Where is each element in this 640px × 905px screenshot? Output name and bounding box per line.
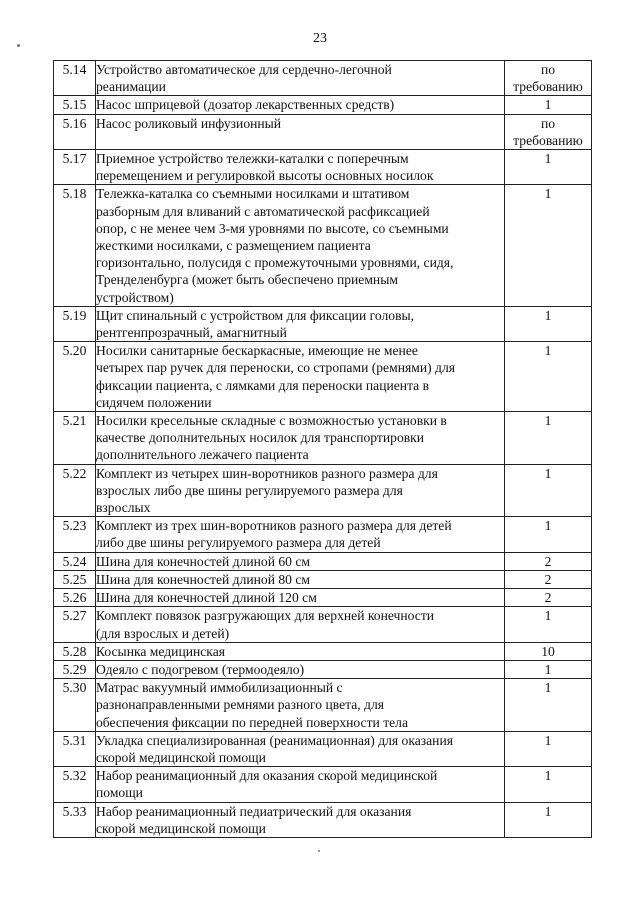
item-quantity — [505, 679, 592, 732]
item-quantity — [505, 306, 592, 341]
quantity-line: 1 — [544, 661, 552, 677]
item-description — [96, 412, 505, 465]
description-line: разнонаправленными ремнями разного цвета, для — [96, 697, 384, 713]
description-line: взрослых либо две шины регулируемого размера для — [96, 482, 403, 498]
description-line: Тренделенбурга (может быть обеспечено приемным — [96, 272, 398, 288]
item-description — [96, 517, 505, 552]
equipment-table-body — [54, 61, 592, 838]
quantity-line: требованию — [513, 132, 583, 148]
description-line: обеспечения фиксации по передней поверхности тела — [96, 714, 408, 730]
description-line: взрослых — [96, 500, 151, 516]
item-quantity — [505, 570, 592, 588]
table-row — [54, 150, 592, 185]
description-line: Шина для конечностей длиной 60 см — [96, 553, 311, 569]
item-description — [96, 589, 505, 607]
quantity-line: 1 — [544, 413, 552, 429]
description-line: Устройство автоматическое для сердечно-легочной — [96, 62, 392, 77]
description-line: Шина для конечностей длиной 80 см — [96, 571, 311, 587]
description-line: Набор реанимационный для оказания скорой медицинской — [96, 768, 438, 784]
item-quantity — [505, 412, 592, 465]
item-number: 5.29 — [54, 660, 96, 678]
description-line: жесткими носилками, с размещением пациента — [96, 238, 371, 254]
item-description — [96, 61, 505, 96]
item-description — [96, 607, 505, 642]
description-line: скорой медицинской помощи — [96, 820, 266, 836]
table-row — [54, 517, 592, 552]
quantity-line: требованию — [513, 79, 583, 95]
item-quantity — [505, 607, 592, 642]
table-row — [54, 570, 592, 588]
item-number: 5.31 — [54, 731, 96, 766]
item-number: 5.17 — [54, 150, 96, 185]
table-row — [54, 679, 592, 732]
quantity-line: по — [540, 115, 556, 131]
item-number: 5.19 — [54, 306, 96, 341]
table-row — [54, 306, 592, 341]
description-line: четырех пар ручек для переноски, со стропами (ремнями) для — [96, 360, 455, 376]
table-row — [54, 642, 592, 660]
item-number: 5.18 — [54, 185, 96, 306]
quantity-line: 1 — [544, 465, 552, 481]
description-line: сидячем положении — [96, 394, 212, 410]
item-description — [96, 306, 505, 341]
item-quantity — [505, 517, 592, 552]
item-quantity — [505, 61, 592, 96]
item-quantity — [505, 342, 592, 412]
item-number: 5.22 — [54, 464, 96, 517]
item-quantity — [505, 589, 592, 607]
item-description — [96, 150, 505, 185]
item-number: 5.27 — [54, 607, 96, 642]
description-line: опор, с не менее чем 3-мя уровнями по высоте, со съемными — [96, 220, 449, 236]
item-quantity — [505, 802, 592, 837]
table-row — [54, 342, 592, 412]
quantity-line: 1 — [544, 186, 552, 202]
description-line: либо две шины регулируемого размера для детей — [96, 535, 381, 551]
item-quantity — [505, 150, 592, 185]
description-line: Комплект из четырех шин-воротников разного размера для — [96, 465, 438, 481]
item-description — [96, 731, 505, 766]
quantity-line: 1 — [544, 518, 552, 534]
description-line: (для взрослых и детей) — [96, 625, 230, 641]
description-line: рентгенпрозрачный, амагнитный — [96, 325, 287, 341]
item-description — [96, 642, 505, 660]
item-quantity — [505, 767, 592, 802]
table-row — [54, 767, 592, 802]
description-line: реанимации — [96, 79, 166, 95]
item-description — [96, 679, 505, 732]
description-line: Комплект из трех шин-воротников разного размера для детей — [96, 518, 452, 534]
item-quantity — [505, 731, 592, 766]
table-row — [54, 412, 592, 465]
quantity-line: 1 — [544, 97, 552, 113]
description-line: качестве дополнительных носилок для транспортировки — [96, 430, 425, 446]
item-number: 5.14 — [54, 61, 96, 96]
description-line: фиксации пациента, с лямками для переноски пациента в — [96, 377, 430, 393]
quantity-line: 2 — [544, 571, 552, 587]
item-quantity — [505, 114, 592, 149]
item-number: 5.30 — [54, 679, 96, 732]
table-row — [54, 96, 592, 114]
scan-speck — [17, 44, 20, 47]
table-row — [54, 185, 592, 306]
description-line: Приемное устройство тележки-каталки с поперечным — [96, 151, 409, 167]
description-line: скорой медицинской помощи — [96, 749, 266, 765]
description-line: Шина для конечностей длиной 120 см — [96, 590, 317, 606]
description-line: перемещением и регулировкой высоты основных носилок — [96, 168, 434, 184]
description-line: Носилки кресельные складные с возможностью установки в — [96, 413, 447, 429]
item-description — [96, 185, 505, 306]
item-quantity — [505, 185, 592, 306]
item-description — [96, 114, 505, 149]
item-number: 5.24 — [54, 552, 96, 570]
quantity-line: 2 — [544, 590, 552, 606]
item-number: 5.15 — [54, 96, 96, 114]
page-number: 23 — [313, 31, 327, 46]
table-row — [54, 114, 592, 149]
item-number: 5.20 — [54, 342, 96, 412]
description-line: Щит спинальный с устройством для фиксации головы, — [96, 307, 415, 323]
item-description — [96, 552, 505, 570]
quantity-line: 1 — [544, 680, 552, 696]
item-quantity — [505, 464, 592, 517]
description-line: Матрас вакуумный иммобилизационный с — [96, 680, 343, 696]
description-line: Насос шприцевой (дозатор лекарственных средств) — [96, 97, 395, 113]
quantity-line: 1 — [544, 803, 552, 819]
table-row — [54, 660, 592, 678]
table-row — [54, 589, 592, 607]
item-number: 5.25 — [54, 570, 96, 588]
table-row — [54, 552, 592, 570]
quantity-line: 1 — [544, 608, 552, 624]
description-line: Одеяло с подогревом (термоодеяло) — [96, 661, 305, 677]
quantity-line: 1 — [544, 307, 552, 323]
item-number: 5.32 — [54, 767, 96, 802]
table-row — [54, 464, 592, 517]
item-quantity — [505, 552, 592, 570]
description-line: устройством) — [96, 289, 174, 305]
description-line: Укладка специализированная (реанимационная) для оказания — [96, 732, 453, 748]
quantity-line: 1 — [544, 151, 552, 167]
item-description — [96, 464, 505, 517]
description-line: разборным для вливаний с автоматической расфиксацией — [96, 203, 430, 219]
quantity-line: по — [540, 62, 556, 77]
quantity-line: 1 — [544, 768, 552, 784]
scan-speck — [318, 850, 320, 852]
item-quantity — [505, 660, 592, 678]
description-line: дополнительного лежачего пациента — [96, 447, 309, 463]
item-description — [96, 660, 505, 678]
item-number: 5.23 — [54, 517, 96, 552]
table-row — [54, 731, 592, 766]
quantity-line: 1 — [544, 732, 552, 748]
quantity-line: 2 — [544, 553, 552, 569]
table-row — [54, 607, 592, 642]
item-quantity — [505, 96, 592, 114]
description-line: Комплект повязок разгружающих для верхней конечности — [96, 608, 435, 624]
description-line: Тележка-каталка со съемными носилками и штативом — [96, 186, 410, 202]
item-description — [96, 342, 505, 412]
item-description — [96, 802, 505, 837]
item-number: 5.16 — [54, 114, 96, 149]
item-number: 5.33 — [54, 802, 96, 837]
table-row — [54, 61, 592, 96]
quantity-line: 1 — [544, 343, 552, 359]
item-description — [96, 570, 505, 588]
description-line: Набор реанимационный педиатрический для оказания — [96, 803, 412, 819]
description-line: Носилки санитарные бескаркасные, имеющие не менее — [96, 343, 418, 359]
item-quantity — [505, 642, 592, 660]
item-number: 5.28 — [54, 642, 96, 660]
description-line: Косынка медицинская — [96, 643, 225, 659]
item-number: 5.21 — [54, 412, 96, 465]
quantity-line: 10 — [541, 643, 555, 659]
description-line: Насос роликовый инфузионный — [96, 115, 282, 131]
table-row — [54, 802, 592, 837]
description-line: помощи — [96, 785, 143, 801]
item-description — [96, 96, 505, 114]
item-number: 5.26 — [54, 589, 96, 607]
equipment-table — [53, 60, 592, 838]
item-description — [96, 767, 505, 802]
description-line: горизонтально, полусидя с промежуточными уровнями, сидя, — [96, 255, 454, 271]
